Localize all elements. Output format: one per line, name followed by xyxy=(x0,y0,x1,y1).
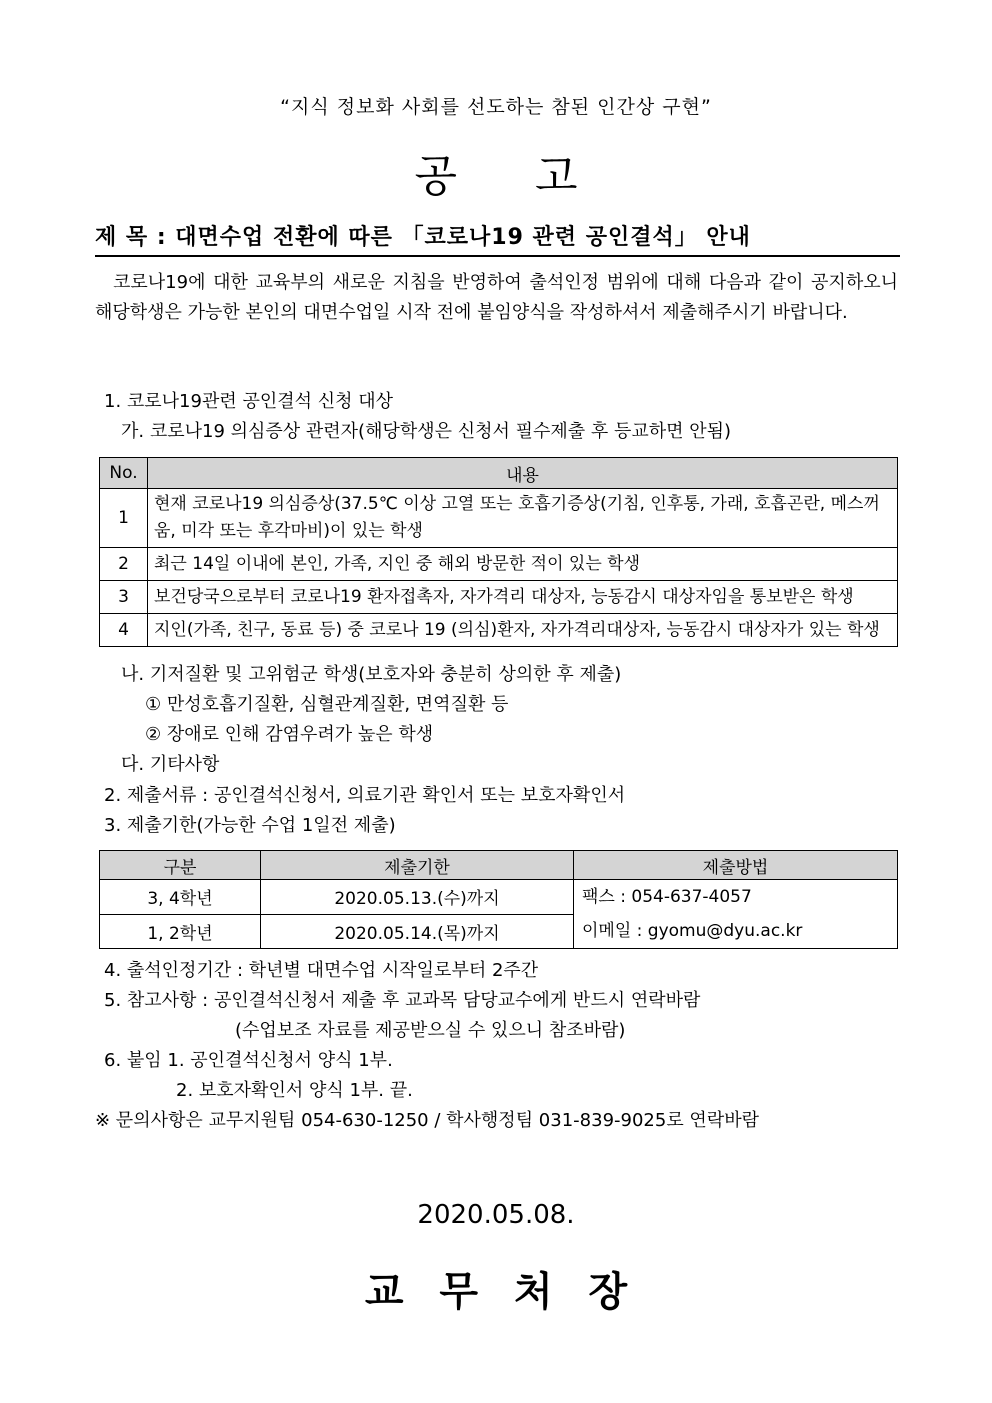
intro-paragraph: 코로나19에 대한 교육부의 새로운 지침을 반영하여 출석인정 범위에 대해 다음과 같이 공지하오니 해당학생은 가능한 본인의 대면수업일 시작 전에 붙임양식을 작성하셔서 제출해주시기 바랍니다. xyxy=(95,272,898,323)
section1-sub-c: 다. 기타사항 xyxy=(121,754,220,775)
row-content: 지인(가족, 친구, 동료 등) 중 코로나 19 (의심)환자, 자가격리대상자, 능동감시 대상자가 있는 학생 xyxy=(148,614,898,647)
fax-number: 팩스 : 054-637-4057 xyxy=(582,887,752,907)
section3-heading: 3. 제출기한(가능한 수업 1일전 제출) xyxy=(104,815,396,836)
table-header-content: 내용 xyxy=(148,458,898,489)
section6-attachment-2: 2. 보호자확인서 양식 1부. 끝. xyxy=(176,1080,413,1101)
table-header-no: No. xyxy=(100,458,148,489)
section1-sub-b-item-1: ① 만성호흡기질환, 심혈관계질환, 면역질환 등 xyxy=(145,694,509,715)
inquiry-note: ※ 문의사항은 교무지원팀 054-630-1250 / 학사행정팀 031-839-9025로 연락바람 xyxy=(95,1110,759,1131)
target-table xyxy=(99,457,898,647)
motto: “지식 정보화 사회를 선도하는 참된 인간상 구현” xyxy=(280,96,712,118)
table-row xyxy=(100,548,898,581)
notice-subject: 제 목 : 대면수업 전환에 따른 「코로나19 관련 공인결석」 안내 xyxy=(95,220,900,257)
table-header-row xyxy=(100,458,898,489)
section1-sub-a: 가. 코로나19 의심증상 관련자(해당학생은 신청서 필수제출 후 등교하면 안됨) xyxy=(121,421,732,442)
deadline-table xyxy=(99,850,898,949)
section4-period: 4. 출석인정기간 : 학년별 대면수업 시작일로부터 2주간 xyxy=(104,960,539,981)
row-content: 보건당국으로부터 코로나19 환자접촉자, 자가격리 대상자, 능동감시 대상자임을 통보받은 학생 xyxy=(148,581,898,614)
section5-note: (수업보조 자료를 제공받으실 수 있으니 참조바람) xyxy=(235,1020,626,1041)
grade-cell: 1, 2학년 xyxy=(100,914,261,949)
row-content: 현재 코로나19 의심증상(37.5℃ 이상 고열 또는 호흡기증상(기침, 인후통, 가래, 호흡곤란, 메스꺼움, 미각 또는 후각마비)이 있는 학생 xyxy=(148,489,898,548)
grade-cell: 3, 4학년 xyxy=(100,880,261,915)
table-header-grade: 구분 xyxy=(100,851,261,880)
row-number: 1 xyxy=(100,489,148,548)
page-title: 공 고 xyxy=(414,151,578,202)
method-cell xyxy=(574,880,898,949)
deadline-cell: 2020.05.13.(수)까지 xyxy=(261,880,574,915)
table-row xyxy=(100,614,898,647)
table-header-method: 제출방법 xyxy=(574,851,898,880)
row-number: 2 xyxy=(100,548,148,581)
table-row xyxy=(100,880,898,915)
table-header-row xyxy=(100,851,898,880)
deadline-cell: 2020.05.14.(목)까지 xyxy=(261,914,574,949)
row-number: 3 xyxy=(100,581,148,614)
section2-documents: 2. 제출서류 : 공인결석신청서, 의료기관 확인서 또는 보호자확인서 xyxy=(104,785,626,806)
table-header-deadline: 제출기한 xyxy=(261,851,574,880)
row-content: 최근 14일 이내에 본인, 가족, 지인 중 해외 방문한 적이 있는 학생 xyxy=(148,548,898,581)
notice-date: 2020.05.08. xyxy=(417,1200,575,1230)
row-number: 4 xyxy=(100,614,148,647)
table-row xyxy=(100,581,898,614)
section1-heading: 1. 코로나19관련 공인결석 신청 대상 xyxy=(104,391,394,412)
signer: 교 무 처 장 xyxy=(364,1269,628,1315)
table-row xyxy=(100,489,898,548)
section6-attachment-1: 6. 붙임 1. 공인결석신청서 양식 1부. xyxy=(104,1050,393,1071)
email-address: 이메일 : gyomu@dyu.ac.kr xyxy=(582,921,803,941)
section1-sub-b-item-2: ② 장애로 인해 감염우려가 높은 학생 xyxy=(145,724,434,745)
section1-sub-b: 나. 기저질환 및 고위험군 학생(보호자와 충분히 상의한 후 제출) xyxy=(121,664,622,685)
section5-reference: 5. 참고사항 : 공인결석신청서 제출 후 교과목 담당교수에게 반드시 연락바람 xyxy=(104,990,701,1011)
